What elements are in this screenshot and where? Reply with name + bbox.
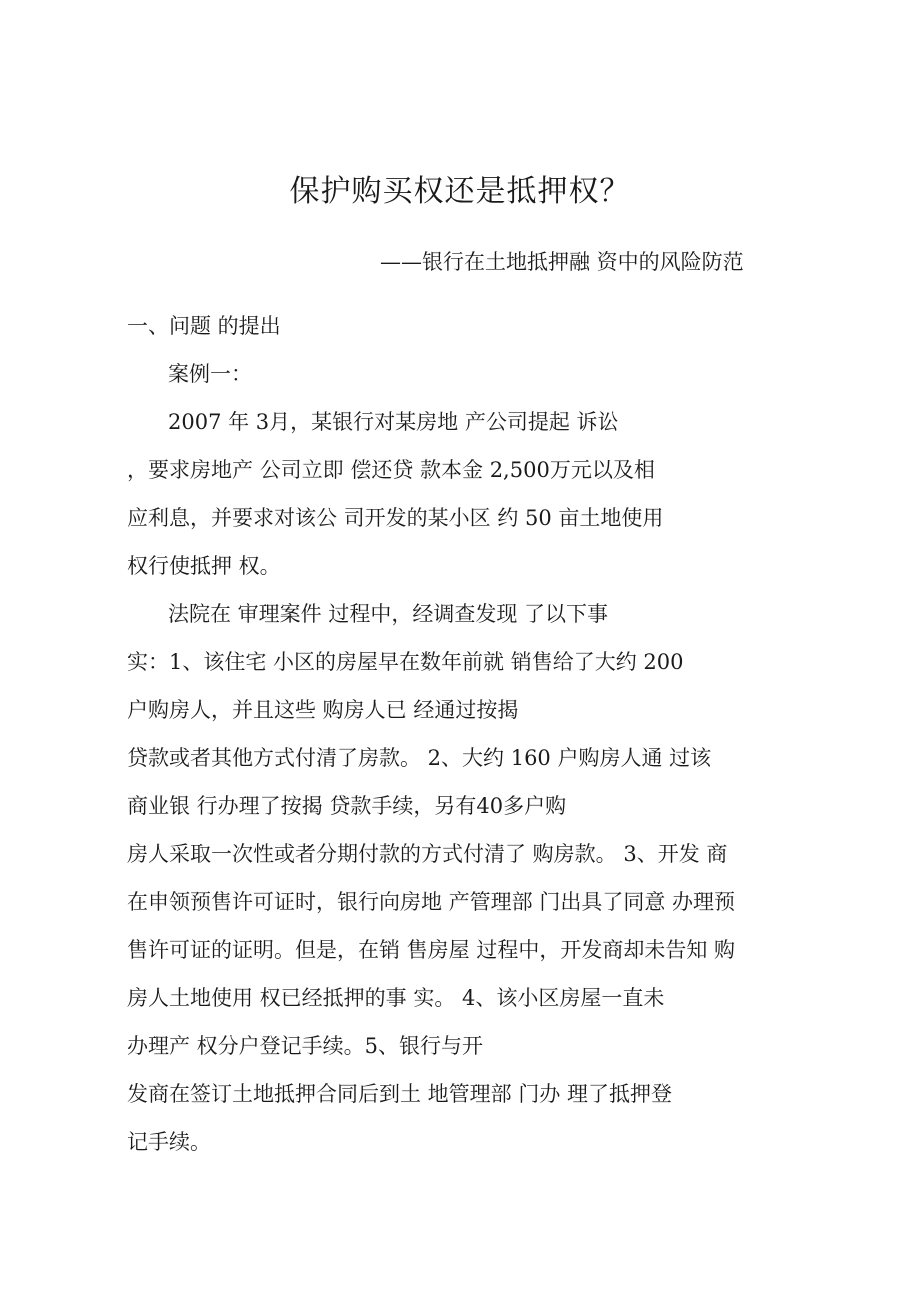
body-line: 应利息，并要求对该公 司开发的某小区 约 50 亩土地使用 [127, 506, 664, 530]
body-line: 权行使抵押 权。 [127, 554, 281, 578]
body-line: 法院在 审理案件 过程中，经调查发现 了以下事 [168, 602, 609, 626]
body-line: 实：1、该住宅 小区的房屋早在数年前就 销售给了大约 200 [127, 650, 684, 674]
body-line: ，要求房地产 公司立即 偿还贷 款本金 2,500万元以及相 [127, 458, 655, 482]
body-line: 办理产 权分户登记手续。5、银行与开 [127, 1034, 484, 1058]
section-heading: 一、问题 的提出 [127, 314, 281, 338]
body-line: 在申领预售许可证时，银行向房地 产管理部 门出具了同意 办理预 [127, 890, 736, 914]
body-line: 发商在签订土地抵押合同后到土 地管理部 门办 理了抵押登 [127, 1082, 673, 1106]
document-subtitle: ——银行在土地抵押融 资中的风险防范 [380, 250, 744, 274]
case-label: 案例一： [168, 362, 252, 386]
body-line: 售许可证的证明。但是，在销 售房屋 过程中，开发商却未告知 购 [127, 938, 736, 962]
body-line: 房人土地使用 权已经抵押的事 实。 4、该小区房屋一直未 [127, 986, 665, 1010]
body-line: 户购房人，并且这些 购房人已 经通过按揭 [127, 698, 519, 722]
body-line: 商业银 行办理了按揭 贷款手续，另有40多户购 [127, 794, 567, 818]
body-line: 贷款或者其他方式付清了房款。 2、大约 160 户购房人通 过该 [127, 746, 712, 770]
body-line: 房人采取一次性或者分期付款的方式付清了 购房款。 3、开发 商 [127, 842, 728, 866]
body-line: 2007 年 3月，某银行对某房地 产公司提起 诉讼 [168, 410, 619, 434]
document-title: 保护购买权还是抵押权？ [289, 174, 631, 209]
body-line: 记手续。 [127, 1130, 211, 1154]
